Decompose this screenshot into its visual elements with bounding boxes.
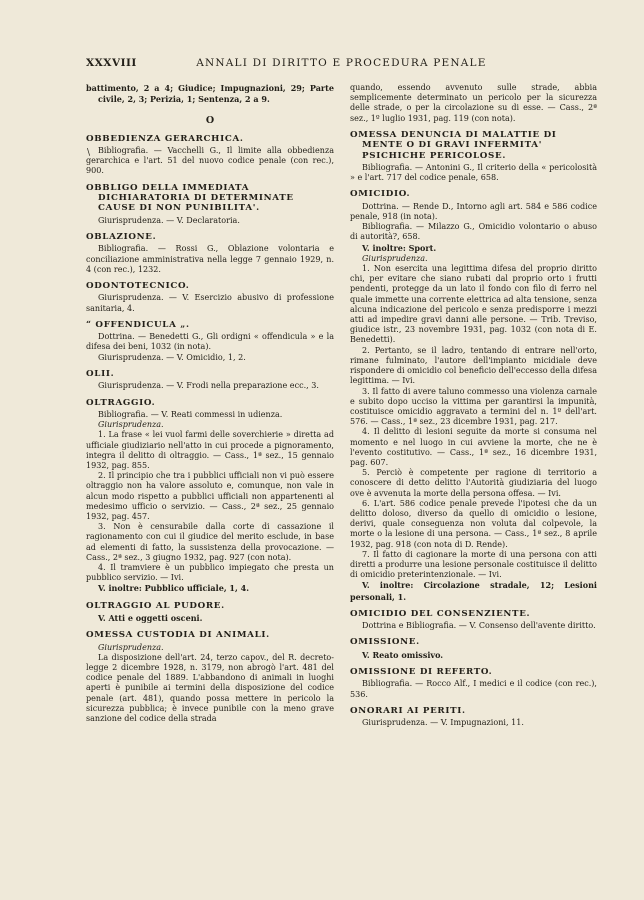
entry-jurisprudence: Giurisprudenza. — V. Omicidio, 1, 2. [98, 352, 246, 362]
entry-bibliography: Bibliografia. — Vacchelli G., Il limite alla obbedienza gerarchica e l'art. 51 del nuovo codice penale (con rec.), 900. [86, 146, 334, 176]
section-letter: O [205, 115, 215, 127]
entry-bibliography: Bibliografia. — Rossi G., Oblazione volontaria e conciliazione amministrativa nella legge 7 gennaio 1929, n. 4 (con rec.), 1232. [86, 244, 334, 274]
entry-title: OBBEDIENZA GERARCHICA. [86, 133, 244, 144]
entry-jurisprudence: Giurisprudenza. [98, 642, 164, 652]
entry-title: “ OFFENDICULA „. [86, 319, 190, 330]
running-header [86, 56, 596, 70]
entry-doctrine: Dottrina. — Benedetti G., Gli ordigni « offendicula » e la difesa dei beni, 1032 (in nota). [86, 332, 334, 352]
ruling-paragraph: 4. Il delitto di lesioni seguite da morte si consuma nel momento e nel luogo in cui avviene la morte, che ne è l'evento costitutivo. — Cass., 1ª sez., 16 dicembre 1931, pag. 607. [350, 427, 597, 467]
entry-bibliography: Bibliografia. — Rocco Alf., I medici e il codice (con rec.), 536. [350, 679, 597, 699]
continuation-paragraph: quando, essendo avvenuto sulle strade, abbia semplicemente determinato un pericolo per la sicurezza delle strade, o per la circolazione su di esse. — Cass., 2ª sez., 1º luglio 1931, pag. 119 (con nota). [350, 83, 597, 123]
entry-doctrine: Dottrina. — Rende D., Intorno agli art. 584 e 586 codice penale, 918 (in nota). [350, 201, 597, 222]
ruling-paragraph: 4. Il tramviere è un pubblico impiegato che presta un pubblico servizio. — Ivi. [86, 562, 334, 583]
entry-title: OMICIDIO DEL CONSENZIENTE. [350, 608, 531, 619]
entry-bibliography: Bibliografia. — Milazzo G., Omicidio volontario o abuso di autorità?, 658. [350, 222, 597, 242]
ruling-paragraph: 1. La frase « lei vuol farmi delle soverchierie » diretta ad ufficiale giudiziario nell'atto in cui procede a pignoramento, integra il delitto di oltraggio. — Cass., 1ª sez., 15 gennaio 1932, pag. 855. [86, 430, 334, 470]
entry-title: OBBLIGO DELLA IMMEDIATA DICHIARATORIA DI DETERMINATE CAUSE DI NON PUNIBILITA'. [86, 182, 294, 214]
entry-title: OMESSA DENUNCIA DI MALATTIE DI MENTE O DI GRAVI INFERMITA' PSICHICHE PERICOLOSE. [350, 129, 557, 161]
ruling-paragraph: 5. Perciò è competente per ragione di territorio a conoscere di detto delitto l'Autorità giudiziaria del luogo ove è avvenuta la morte della persona offesa. — Ivi. [350, 468, 597, 498]
entry-jurisprudence: Giurisprudenza. — V. Declaratoria. [98, 215, 240, 225]
ruling-paragraph: 3. Non è censurabile dalla corte di cassazione il ragionamento con cui il giudice del merito esclude, in base ad elementi di fatto, la sussistenza della provocazione. — Cass., 2ª sez., 3 giugno 1932, pag. 927 (con nota). [86, 522, 334, 562]
entry-jurisprudence: Giurisprudenza. — V. Frodi nella preparazione ecc., 3. [98, 381, 319, 391]
running-title: ANNALI DI DIRITTO E PROCEDURA PENALE [196, 57, 487, 69]
entry-title: OMISSIONE. [350, 637, 420, 648]
continuation-entry: battimento, 2 a 4; Giudice; Impugnazioni, 29; Parte civile, 2, 3; Perizia, 1; Sentenza, 2 a 9. [86, 83, 334, 105]
entry-title: ONORARI AI PERITI. [350, 705, 466, 716]
left-column [86, 83, 334, 724]
ruling-paragraph: 2. Pertanto, se il ladro, tentando di entrare nell'orto, rimane fulminato, l'autore dell'impianto micidiale deve rispondere di omicidio col beneficio dell'eccesso della difesa legittima. — Ivi. [350, 345, 597, 386]
entry-title: OLTRAGGIO AL PUDORE. [86, 600, 225, 611]
ruling-paragraph: 3. Il fatto di avere taluno commesso una violenza carnale e subito dopo ucciso la vittima per garantirsi la impunità, costituisce omicidio aggravato a termini del n. 1º dell'art. 576. — Cass., 1ª sez., 23 dicembre 1931, pag. 217. [350, 386, 597, 427]
entry-title: OMESSA CUSTODIA DI ANIMALI. [86, 630, 270, 641]
margin-mark-icon: \ [87, 148, 91, 158]
see-also: V. inoltre: Sport. [362, 242, 437, 253]
entry-title: OLTRAGGIO. [86, 397, 156, 408]
entry-title: ODONTOTECNICO. [86, 281, 190, 292]
see-also: V. Reato omissivo. [362, 649, 444, 660]
ruling-paragraph: 1. Non esercita una legittima difesa del proprio diritto chi, per evitare che siano rubati dal proprio orto i frutti pendenti, protegge da un lato il fondo con filo di ferro nel quale immette una corrente elettrica ad alta tensione, senza alcuna indicazione del pericolo e senza predisporre i mezzi atti ad impedire gravi danni alle persone. — Trib. Treviso, giudice istr., 23 novembre 1931, pag. 1032 (con nota di E. Benedetti). [350, 264, 597, 345]
right-column [350, 83, 597, 728]
see-also: V. inoltre: Circolazione stradale, 12; Lesioni personali, 1. [350, 580, 597, 602]
entry-jurisprudence: Giurisprudenza. — V. Impugnazioni, 11. [362, 718, 524, 728]
entry-bibliography: Bibliografia. — V. Reati commessi in udienza. [98, 409, 283, 419]
ruling-paragraph: 6. L'art. 586 codice penale prevede l'ipotesi che da un delitto doloso, diverso da quello di omicidio o lesione, derivi, quale conseguenza non voluta dal colpevole, la morte o la lesione di una persona. — Cass., 1ª sez., 8 aprile 1932, pag. 918 (con nota di D. Rende). [350, 498, 597, 549]
entry-title: OMISSIONE DI REFERTO. [350, 666, 493, 677]
see-also: V. Atti e oggetti osceni. [98, 612, 203, 623]
ruling-paragraph: 2. Il principio che tra i pubblici ufficiali non vi può essere oltraggio non ha valore assoluto e, comunque, non vale in alcun modo rispetto a pubblici ufficiali non appartenenti al medesimo ufficio o servizio. — Cass., 2ª sez., 25 gennaio 1932, pag. 457. [86, 471, 334, 521]
entry-jurisprudence: Giurisprudenza. [98, 420, 164, 430]
entry-title: OLII. [86, 368, 115, 379]
ruling-paragraph: La disposizione dell'art. 24, terzo capov., del R. decreto-legge 2 dicembre 1928, n. 3179, non abrogò l'art. 481 del codice penale del 1889. L'abbandono di animali in luoghi aperti è punibile ai termini della disposizione del codice penale (art. 481), quando possa mettere in pericolo la sicurezza pubblica; è invece punibile con la meno grave sanzione del codice della strada [86, 652, 334, 723]
entry-title: OBLAZIONE. [86, 232, 157, 243]
entry-jurisprudence: Giurisprudenza. — V. Esercizio abusivo di professione sanitaria, 4. [86, 293, 334, 313]
see-also: Dottrina e Bibliografia. — V. Consenso dell'avente diritto. [362, 621, 596, 631]
page-number: XXXVIII [86, 57, 137, 69]
entry-title: OMICIDIO. [350, 189, 411, 200]
entry-bibliography: Bibliografia. — Antonini G., Il criterio della « pericolosità » e l'art. 717 del codice penale, 658. [350, 163, 597, 183]
ruling-paragraph: 7. Il fatto di cagionare la morte di una persona con atti diretti a produrre una lesione personale costituisce il delitto di omicidio preterintenzionale. — Ivi. [350, 549, 597, 580]
see-also: V. inoltre: Pubblico ufficiale, 1, 4. [98, 583, 250, 594]
entry-jurisprudence: Giurisprudenza. [362, 253, 428, 263]
